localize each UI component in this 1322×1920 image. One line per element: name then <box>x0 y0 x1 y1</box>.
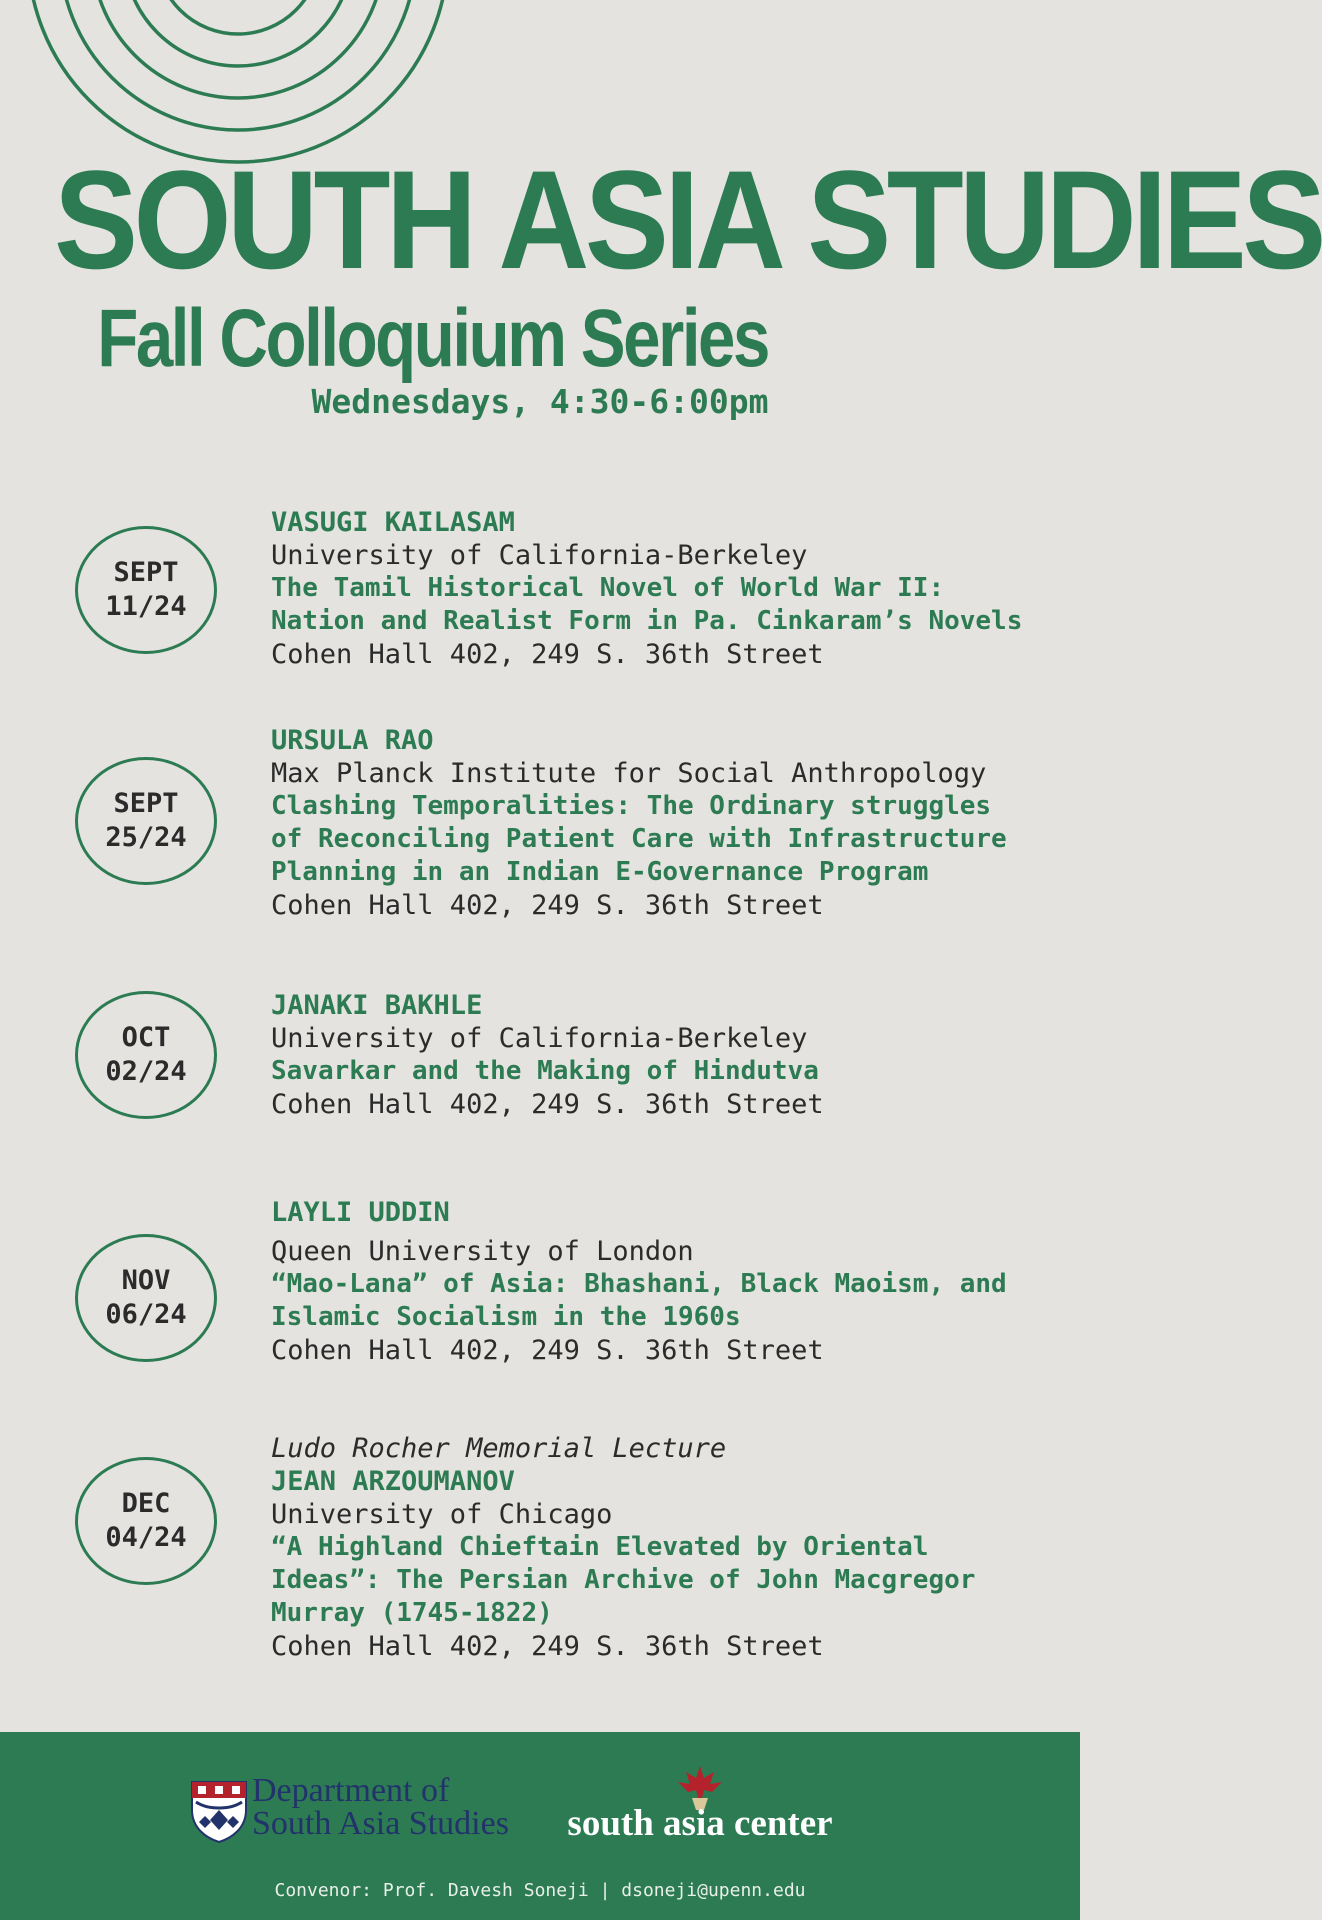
talk-title-line: Clashing Temporalities: The Ordinary struggles <box>271 791 992 821</box>
speaker-name: URSULA RAO <box>271 725 434 756</box>
speaker-affiliation: Queen University of London <box>271 1236 694 1267</box>
speaker-affiliation: University of Chicago <box>271 1499 613 1530</box>
date-badge <box>75 1457 217 1585</box>
penn-shield-icon <box>190 1780 248 1844</box>
date-month: NOV <box>121 1265 171 1296</box>
event-info <box>271 1432 1061 1663</box>
talk-title-line: “A Highland Chieftain Elevated by Oriental <box>271 1532 929 1562</box>
date-month: DEC <box>121 1488 171 1519</box>
date-badge <box>75 757 217 885</box>
page-subtitle: Fall Colloquium Series <box>97 293 768 384</box>
speaker-affiliation: University of California-Berkeley <box>271 1023 808 1054</box>
venue: Cohen Hall 402, 249 S. 36th Street <box>271 639 824 670</box>
south-asia-center-name: south asia center <box>567 1803 833 1844</box>
speaker-name: LAYLI UDDIN <box>271 1197 450 1228</box>
date-badge <box>75 991 217 1119</box>
date-day: 04/24 <box>105 1522 187 1553</box>
date-day: 25/24 <box>105 822 187 853</box>
date-badge <box>75 1234 217 1362</box>
talk-title-line: “Mao-Lana” of Asia: Bhashani, Black Maoism, and <box>271 1269 1007 1299</box>
talk-title-line: Islamic Socialism in the 1960s <box>271 1302 741 1332</box>
department-name <box>252 1774 509 1840</box>
venue: Cohen Hall 402, 249 S. 36th Street <box>271 890 824 921</box>
speaker-name: JANAKI BAKHLE <box>271 990 483 1021</box>
date-month: OCT <box>121 1022 171 1053</box>
speaker-affiliation: Max Planck Institute for Social Anthropology <box>271 758 987 789</box>
memorial-lecture-label: Ludo Rocher Memorial Lecture <box>271 1433 727 1464</box>
speaker-affiliation: University of California-Berkeley <box>271 540 808 571</box>
footer <box>0 1732 1080 1920</box>
department-line-2: South Asia Studies <box>252 1805 509 1842</box>
event-info <box>271 989 1061 1121</box>
event-info <box>271 1196 1061 1367</box>
south-asia-center-logo <box>550 1764 850 1844</box>
date-month: SEPT <box>113 788 179 819</box>
talk-title-line: Planning in an Indian E-Governance Program <box>271 857 929 887</box>
convenor-contact: Convenor: Prof. Davesh Soneji | dsoneji@upenn.edu <box>274 1880 806 1901</box>
venue: Cohen Hall 402, 249 S. 36th Street <box>271 1089 824 1120</box>
event-info <box>271 724 1061 922</box>
talk-title-line: of Reconciling Patient Care with Infrastructure <box>271 824 1007 854</box>
talk-title-line: Ideas”: The Persian Archive of John Macgregor <box>271 1565 976 1595</box>
talk-title-line: Savarkar and the Making of Hindutva <box>271 1056 819 1086</box>
speaker-name: VASUGI KAILASAM <box>271 507 515 538</box>
date-day: 02/24 <box>105 1056 187 1087</box>
date-day: 06/24 <box>105 1299 187 1330</box>
event-info <box>271 506 1061 671</box>
department-line-1: Department of <box>252 1772 450 1809</box>
talk-title-line: Nation and Realist Form in Pa. Cinkaram’s Novels <box>271 606 1023 636</box>
date-month: SEPT <box>113 557 179 588</box>
date-badge <box>75 526 217 654</box>
date-day: 11/24 <box>105 591 187 622</box>
talk-title-line: The Tamil Historical Novel of World War II: <box>271 573 945 603</box>
page-title: SOUTH ASIA STUDIES <box>54 141 1322 298</box>
department-logo <box>190 1774 530 1844</box>
schedule-text: Wednesdays, 4:30-6:00pm <box>311 382 769 421</box>
speaker-name: JEAN ARZOUMANOV <box>271 1466 515 1497</box>
venue: Cohen Hall 402, 249 S. 36th Street <box>271 1631 824 1662</box>
venue: Cohen Hall 402, 249 S. 36th Street <box>271 1335 824 1366</box>
talk-title-line: Murray (1745-1822) <box>271 1598 553 1628</box>
